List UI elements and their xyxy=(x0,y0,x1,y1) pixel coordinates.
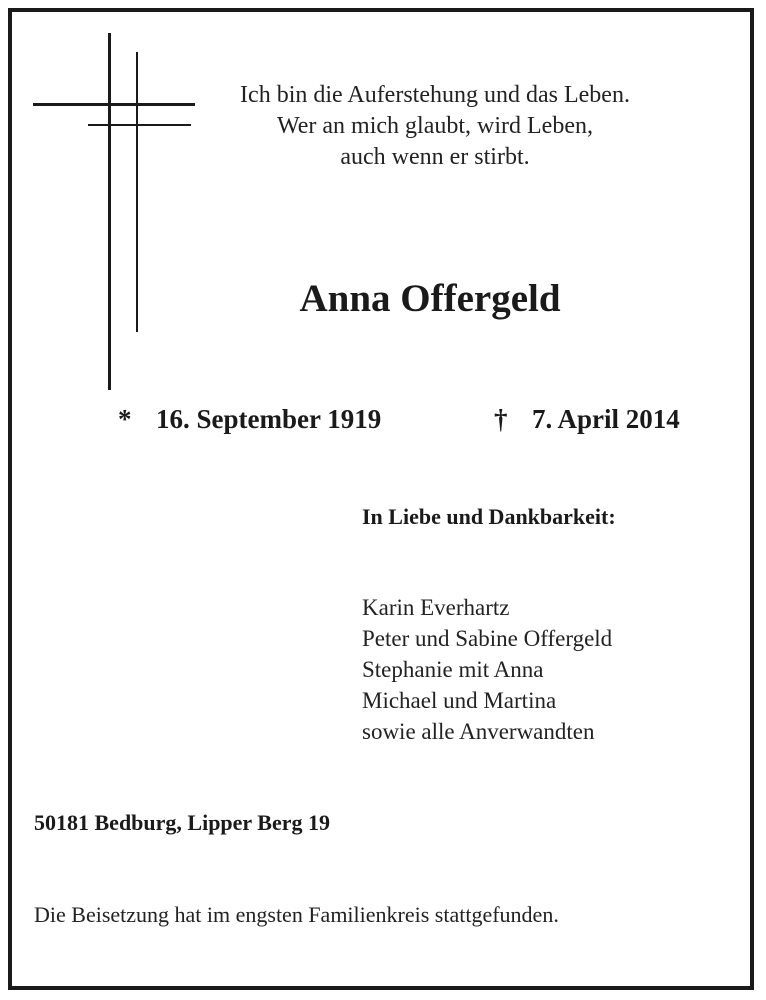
mourner-item: Michael und Martina xyxy=(362,688,557,713)
deceased-name: Anna Offergeld xyxy=(299,277,561,320)
death-dagger-icon: † xyxy=(494,404,508,434)
mourner-item: sowie alle Anverwandten xyxy=(362,719,595,744)
death-date-line xyxy=(494,402,680,436)
mourner-item: Karin Everhartz xyxy=(362,595,510,620)
birth-star-icon: * xyxy=(118,404,132,434)
family-address: 50181 Bedburg, Lipper Berg 19 xyxy=(34,810,331,835)
bible-verse xyxy=(210,80,660,173)
verse-line: Wer an mich glaubt, wird Leben, xyxy=(277,113,593,139)
birth-date-line xyxy=(118,402,381,436)
birth-date: 16. September 1919 xyxy=(156,404,382,434)
mourners-list xyxy=(362,592,612,747)
mourner-item: Stephanie mit Anna xyxy=(362,657,544,682)
verse-line: Ich bin die Auferstehung und das Leben. xyxy=(240,82,630,108)
death-date: 7. April 2014 xyxy=(532,404,680,434)
burial-note: Die Beisetzung hat im engsten Familienkreis stattgefunden. xyxy=(34,902,559,927)
thanks-heading: In Liebe und Dankbarkeit: xyxy=(362,504,616,529)
verse-line: auch wenn er stirbt. xyxy=(340,144,530,170)
mourner-item: Peter und Sabine Offergeld xyxy=(362,626,613,651)
